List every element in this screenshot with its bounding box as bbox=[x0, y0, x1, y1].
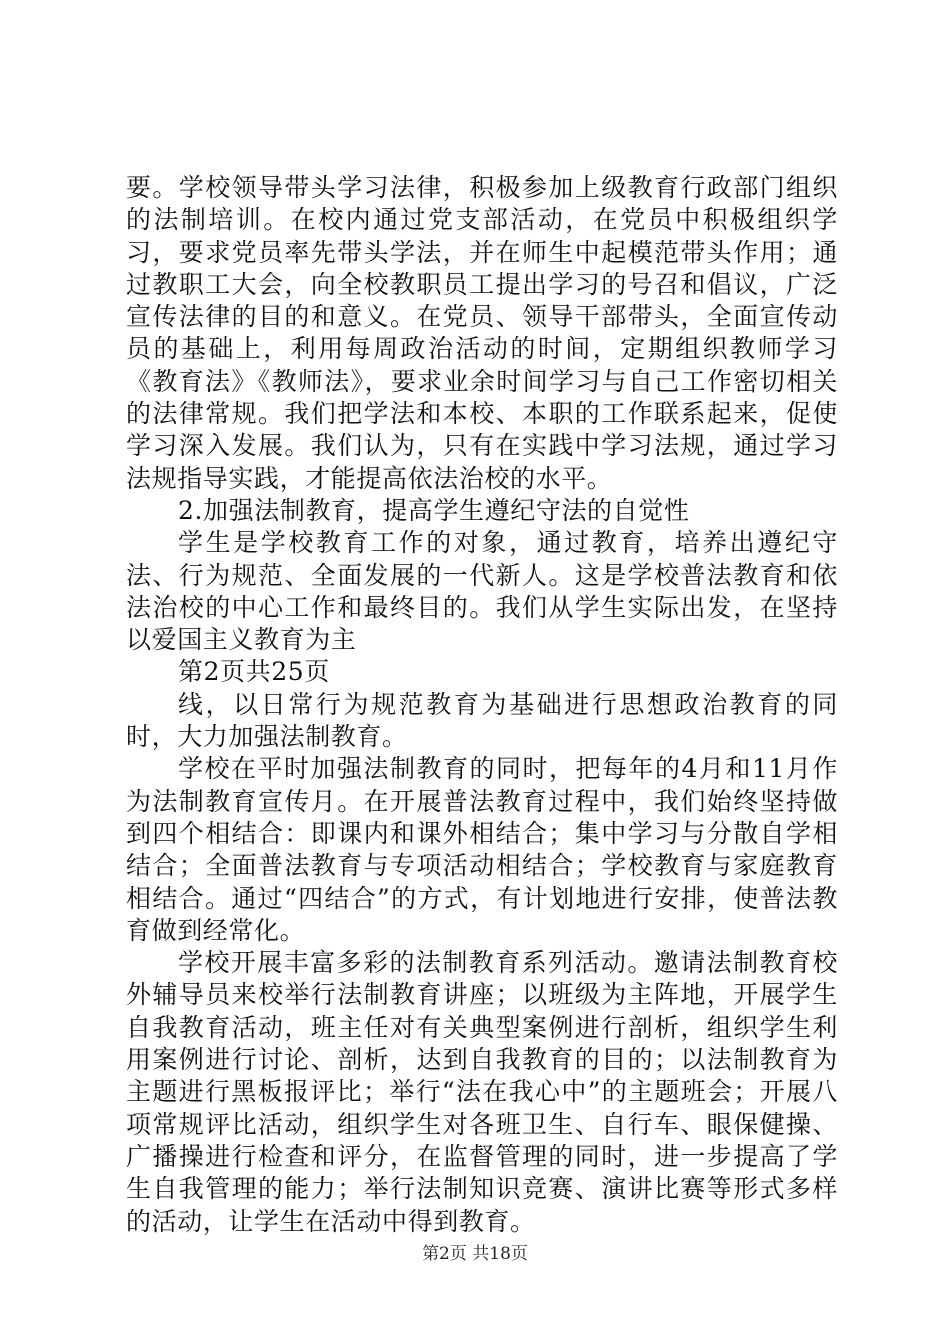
paragraph-5: 学校开展丰富多彩的法制教育系列活动。邀请法制教育校外辅导员来校举行法制教育讲座；以班级为主阵地，开展学生自我教育活动，班主任对有关典型案例进行剖析，组织学生利用案例进行讨论、剖析，达到自我教育的目的；以法制教育为主题进行黑板报评比；举行“法在我心中”的主题班会；开展八项常规评比活动，组织学生对各班卫生、自行车、眼保健操、广播操进行检查和评分，在监督管理的同时，进一步提高了学生自我管理的能力；举行法制知识竞赛、演讲比赛等形式多样的活动，让学生在活动中得到教育。 bbox=[126, 948, 838, 1236]
document-body bbox=[126, 172, 838, 1238]
inline-page-marker: 第2页共25页 bbox=[178, 657, 330, 687]
paragraph-3: 线，以日常行为规范教育为基础进行思想政治教育的同时，大力加强法制教育。 bbox=[126, 689, 838, 752]
paragraph-2: 学生是学校教育工作的对象，通过教育，培养出遵纪守法、行为规范、全面发展的一代新人。这是学校普法教育和依法治校的中心工作和最终目的。我们从学生实际出发，在坚持以爱国主义教育为主 bbox=[126, 528, 838, 655]
paragraph-1: 要。学校领导带头学习法律，积极参加上级教育行政部门组织的法制培训。在校内通过党支部活动，在党员中积极组织学习，要求党员率先带头学法，并在师生中起模范带头作用；通过教职工大会，向全校教职员工提出学习的号召和倡议，广泛宣传法律的目的和意义。在党员、领导干部带头，全面宣传动员的基础上，利用每周政治活动的时间，定期组织教师学习《教育法》《教师法》，要求业余时间学习与自己工作密切相关的法律常规。我们把学法和本校、本职的工作联系起来，促使学习深入发展。我们认为，只有在实践中学习法规，通过学习法规指导实践，才能提高依法治校的水平。 bbox=[126, 173, 838, 493]
section-heading: 2.加强法制教育，提高学生遵纪守法的自觉性 bbox=[178, 495, 690, 525]
page-footer: 第2页 共18页 bbox=[422, 1244, 528, 1264]
paragraph-4: 学校在平时加强法制教育的同时，把每年的4月和11月作为法制教育宣传月。在开展普法教育过程中，我们始终坚持做到四个相结合：即课内和课外相结合；集中学习与分散自学相结合；全面普法教育与专项活动相结合；学校教育与家庭教育相结合。通过“四结合”的方式，有计划地进行安排，使普法教育做到经常化。 bbox=[126, 754, 838, 945]
